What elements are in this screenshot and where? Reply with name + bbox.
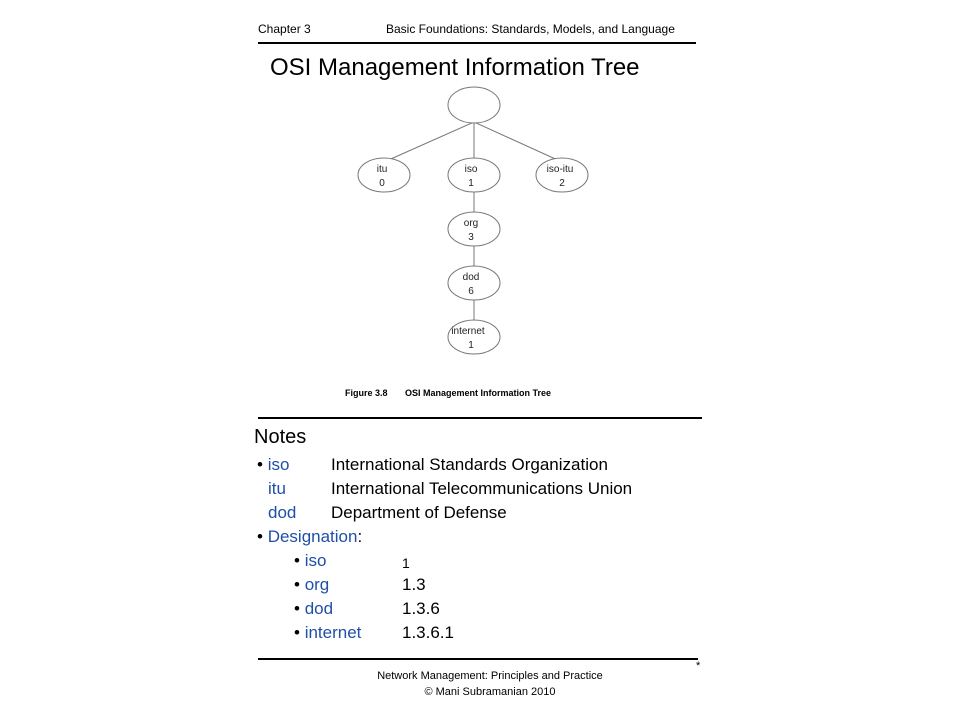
designation-row: • iso [294, 551, 327, 570]
footer-mark: * [696, 660, 701, 672]
designation-value: 1.3.6.1 [402, 623, 454, 642]
tree-node-label: internet [451, 326, 485, 337]
tree-node-root [448, 87, 500, 123]
footer-divider [258, 658, 698, 660]
designation-name: dod [304, 599, 334, 618]
figure-divider [258, 417, 702, 419]
abbrev: iso [267, 455, 290, 474]
abbrev-row-itu [268, 479, 286, 499]
notes-heading: Notes [254, 426, 307, 448]
bullet: • [257, 455, 263, 474]
abbrev-row-iso [257, 455, 289, 475]
figure-title: OSI Management Information Tree [405, 388, 552, 398]
designation-row: • internet [294, 623, 362, 642]
osi-tree-figure [340, 80, 600, 410]
chapter-label: Chapter 3 [258, 22, 311, 36]
designation-row: • org [294, 575, 330, 594]
tree-node-label: itu [376, 164, 388, 175]
figure-number: Figure 3.8 [345, 388, 388, 398]
tree-node-number: 6 [468, 286, 474, 297]
designation-value: 1.3.6 [402, 599, 440, 618]
tree-node-label: dod [462, 272, 480, 283]
designation-label: Designation [267, 527, 358, 546]
designation-name: iso [304, 551, 327, 570]
designation-name: internet [304, 623, 362, 642]
designation-heading: • Designation: [257, 527, 363, 546]
header-divider [258, 42, 696, 44]
abbrev: dod [268, 503, 297, 522]
tree-node-number: 0 [379, 178, 385, 189]
tree-node-label: iso-itu [546, 164, 574, 175]
edge-root-iso-itu [474, 122, 562, 162]
tree-node-number: 1 [468, 340, 474, 351]
designation-name: org [304, 575, 330, 594]
slide-title: OSI Management Information Tree [270, 54, 640, 81]
footer-book-title: Network Management: Principles and Practice [377, 670, 603, 682]
footer-copyright: © Mani Subramanian 2010 [424, 686, 556, 698]
designation-value: 1 [402, 555, 410, 571]
tree-node-number: 1 [468, 178, 474, 189]
tree-node-label: org [463, 218, 479, 229]
designation-row: • dod [294, 599, 334, 618]
edge-root-itu [384, 122, 474, 162]
abbrev-row-dod [268, 503, 296, 523]
chapter-subtitle: Basic Foundations: Standards, Models, and Language [386, 22, 675, 36]
abbrev: itu [268, 479, 286, 498]
abbrev-meaning: International Standards Organization [331, 455, 608, 474]
tree-node-number: 2 [559, 178, 565, 189]
tree-node-number: 3 [468, 232, 474, 243]
abbrev-meaning: Department of Defense [331, 503, 507, 522]
abbrev-meaning: International Telecommunications Union [331, 479, 633, 498]
bullet: • [257, 527, 263, 546]
designation-value: 1.3 [402, 575, 426, 594]
tree-node-label: iso [464, 164, 478, 175]
